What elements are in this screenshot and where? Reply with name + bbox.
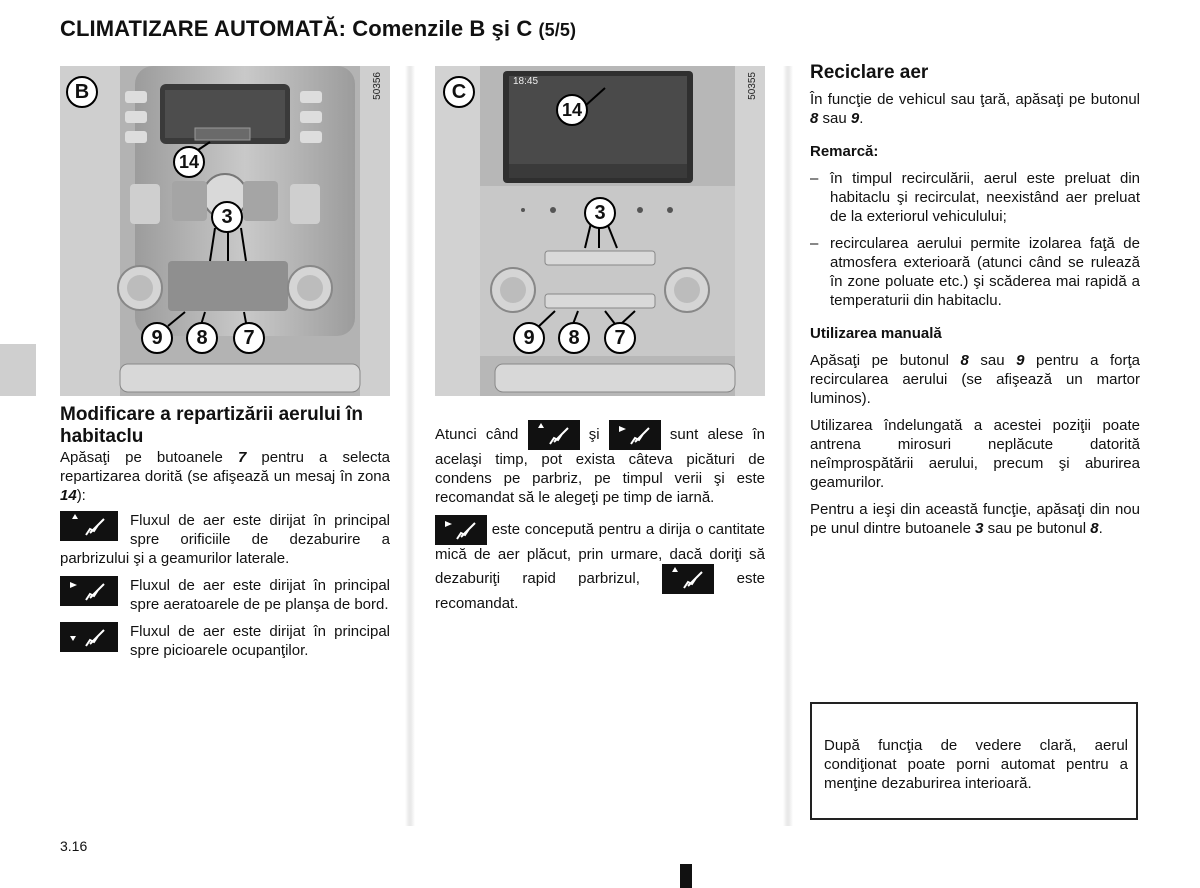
- intro-text: pentru a selecta repartizarea dorită (se afişează un mesaj în zona: [60, 449, 390, 485]
- paragraph-text: Atunci când: [435, 425, 519, 443]
- airflow-windshield-icon: [528, 420, 580, 450]
- chapter-tab: [0, 344, 36, 396]
- figure-ref-number: 50356: [372, 72, 383, 100]
- callout-14: 14: [556, 94, 588, 126]
- callout-9: 9: [141, 322, 173, 354]
- remark-item: – recircularea aerului permite izolarea faţă de atmosfera exterioară (atunci când se rulează în zone poluate etc.) şi scăderea mai rapidă a temperaturii din habitaclu.: [810, 234, 1140, 310]
- figure-c-photo: [435, 66, 765, 396]
- airflow-option: [60, 622, 390, 660]
- paragraph-text: sunt alese în acelaşi timp, pot exista câteva picături de condens pe parbriz, pe timpul verii şi este recomandat să le alegeţi pe timp de iarnă.: [435, 425, 765, 506]
- warning-paragraph: Utilizarea îndelungată a acestei poziţii poate antrena mirosuri neplăcute datorită neîmprospătării aerului, precum şi aburirea geamurilor.: [810, 417, 1140, 491]
- airflow-dashboard-icon: [60, 576, 118, 606]
- intro-text: ):: [76, 487, 86, 504]
- paragraph-text: pentru a forţa recircularea aerului (se afişează un martor luminos).: [810, 352, 1140, 407]
- paragraph-text: sau pe butonul: [983, 520, 1091, 537]
- remark-label: Remarcă:: [810, 143, 879, 160]
- airflow-option-text: Fluxul de aer este dirijat în principal spre orificiile de dezaburire a parbrizului şi a geamurilor laterale.: [60, 512, 390, 567]
- button-ref: 9: [1016, 352, 1025, 369]
- airflow-dashboard-icon: [435, 515, 487, 545]
- dashboard-flow-paragraph: [435, 515, 765, 613]
- page-edge-marker: [680, 864, 692, 888]
- callout-8: 8: [558, 322, 590, 354]
- paragraph-text: sau: [818, 110, 851, 127]
- intro-paragraph: [60, 448, 390, 505]
- callout-9: 9: [513, 322, 545, 354]
- col2-section: [435, 420, 765, 613]
- page-title-suffix: (5/5): [538, 20, 577, 40]
- button-ref: 3: [975, 520, 984, 537]
- section-heading: Modificare a repartizării aerului în habitaclu: [60, 404, 364, 447]
- page-title: [60, 16, 576, 42]
- exit-paragraph: [810, 500, 1140, 538]
- figure-b-photo: [60, 66, 390, 396]
- condensation-paragraph: [435, 420, 765, 507]
- paragraph-text: .: [1098, 520, 1103, 537]
- remark-list: [810, 169, 1140, 310]
- paragraph-text: Apăsaţi pe butonul: [810, 352, 961, 369]
- intro-text: Apăsaţi pe butoanele: [60, 449, 238, 466]
- paragraph-text: În funcţie de vehicul sau ţară, apăsaţi pe butonul: [810, 91, 1140, 108]
- figure-ref-number: 50355: [747, 72, 758, 100]
- callout-14: 14: [173, 146, 205, 178]
- col3-section: [810, 62, 1140, 538]
- paragraph-text: .: [859, 110, 864, 127]
- paragraph-text: doriţi să dezaburiţi rapid parbrizul,: [435, 546, 766, 587]
- airflow-option: [60, 511, 390, 568]
- remark-item: – în timpul recirculării, aerul este preluat din habitaclu şi recirculat, neexistând aer preluat de la exteriorul vehiculului;: [810, 169, 1140, 226]
- note-box: [810, 702, 1138, 820]
- page-title-text: CLIMATIZARE AUTOMATĂ: Comenzile B şi C: [60, 16, 533, 41]
- section-heading: Reciclare aer: [810, 62, 929, 83]
- airflow-option-text: Fluxul de aer este dirijat în principal spre aeratoarele de pe planşa de bord.: [130, 577, 390, 613]
- button-ref: 9: [850, 110, 860, 127]
- zone-ref: 14: [60, 487, 77, 504]
- figure-letter-badge: C: [443, 76, 475, 108]
- manual-label: Utilizarea manuală: [810, 325, 942, 342]
- page-number: 3.16: [60, 838, 88, 854]
- button-ref: 8: [960, 352, 969, 369]
- airflow-dashboard-icon: [609, 420, 661, 450]
- paragraph-text: şi: [588, 425, 600, 443]
- note-text: După funcţia de vedere clară, aerul condiţionat poate porni automat pentru a menţine dezaburirea interioară.: [824, 737, 1128, 792]
- button-ref: 8: [1090, 520, 1099, 537]
- button-ref: 8: [810, 110, 819, 127]
- callout-3: 3: [211, 201, 243, 233]
- column-separator: [405, 66, 415, 826]
- button-ref: 7: [237, 449, 247, 466]
- figure-letter-badge: B: [66, 76, 98, 108]
- callout-3: 3: [584, 197, 616, 229]
- manual-paragraph: [810, 351, 1140, 408]
- airflow-option-text: Fluxul de aer este dirijat în principal spre picioarele ocupanţilor.: [130, 623, 390, 659]
- paragraph-text: este recomandat.: [435, 569, 765, 612]
- callout-8: 8: [186, 322, 218, 354]
- column-separator: [783, 66, 793, 826]
- paragraph-text: sau: [968, 352, 1017, 369]
- airflow-feet-icon: [60, 622, 118, 652]
- recirc-intro: [810, 90, 1140, 128]
- paragraph-text: este concepută pentru a dirija o cantitate mică de aer plăcut, prin urmare, dacă: [435, 520, 765, 563]
- screen-time: 18:45: [513, 76, 539, 87]
- col1-section: [60, 404, 390, 660]
- airflow-windshield-icon: [60, 511, 118, 541]
- paragraph-text: Pentru a ieşi din această funcţie, apăsaţi din nou pe unul dintre butoanele: [810, 501, 1140, 537]
- airflow-option: [60, 576, 390, 614]
- callout-7: 7: [604, 322, 636, 354]
- callout-7: 7: [233, 322, 265, 354]
- airflow-windshield-icon: [662, 564, 714, 594]
